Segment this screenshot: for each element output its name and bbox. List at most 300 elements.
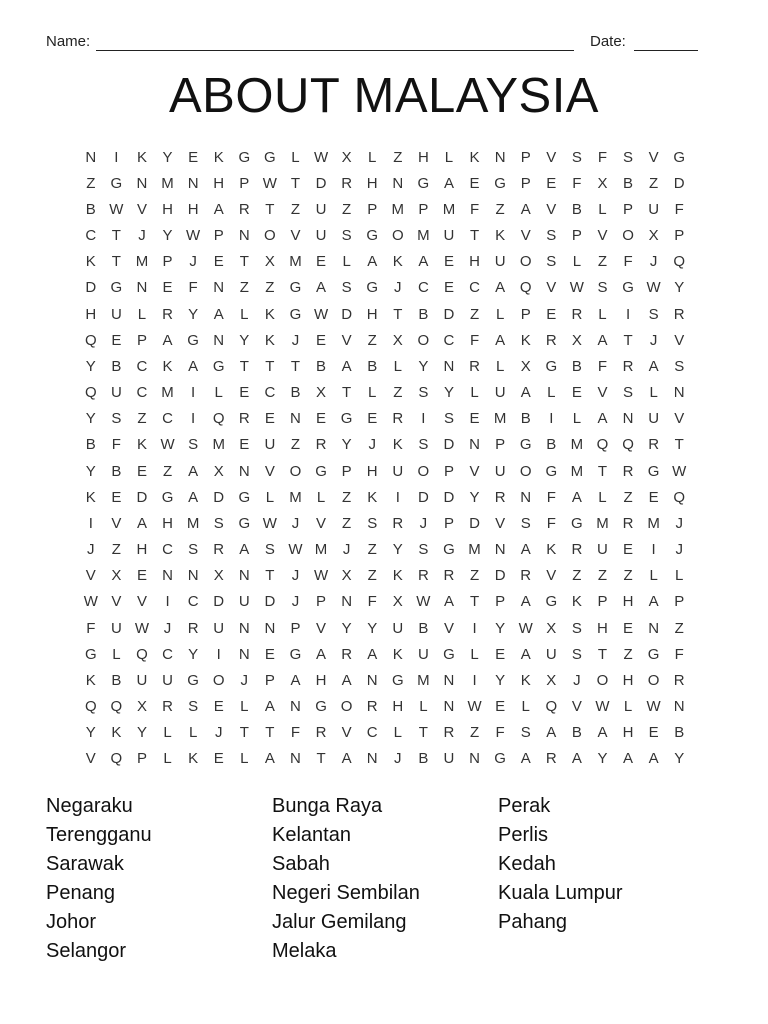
grid-letter: G (443, 645, 455, 663)
grid-letter: S (188, 436, 199, 454)
grid-letter: P (623, 200, 634, 218)
grid-letter: G (366, 279, 379, 297)
word-list-column-2 (272, 792, 492, 966)
grid-letter: X (392, 331, 403, 349)
grid-letter: W (672, 462, 687, 480)
grid-letter: Z (137, 410, 147, 428)
grid-letter: U (443, 227, 455, 245)
grid-letter: S (648, 305, 659, 323)
grid-letter: I (472, 619, 477, 637)
grid-letter: F (111, 436, 121, 454)
grid-letter: G (212, 357, 225, 375)
grid-letter: C (187, 593, 199, 611)
grid-letter: R (187, 619, 199, 637)
grid-letter: A (264, 698, 275, 716)
grid-letter: S (623, 384, 634, 402)
grid-letter: S (571, 645, 582, 663)
grid-letter: N (136, 174, 148, 192)
grid-letter: E (495, 645, 506, 663)
grid-letter: W (109, 200, 124, 218)
grid-letter: N (238, 462, 250, 480)
grid-letter: R (520, 567, 532, 585)
grid-letter: P (136, 750, 147, 768)
grid-letter: V (341, 724, 352, 742)
grid-letter: S (213, 514, 224, 532)
name-date-line (46, 33, 706, 55)
grid-letter: V (546, 200, 557, 218)
grid-letter: P (341, 462, 352, 480)
grid-letter: N (443, 671, 455, 689)
grid-letter: Y (341, 619, 352, 637)
grid-letter: H (366, 462, 378, 480)
grid-letter: J (573, 671, 581, 689)
grid-letter: Y (162, 148, 173, 166)
grid-letter: Q (136, 645, 148, 663)
grid-letter: R (417, 567, 429, 585)
grid-letter: V (648, 148, 659, 166)
word-list-column-3 (498, 792, 718, 937)
grid-letter: K (392, 645, 403, 663)
grid-letter: X (597, 174, 608, 192)
grid-letter: S (341, 227, 352, 245)
grid-letter: I (421, 410, 426, 428)
grid-letter: G (443, 541, 455, 559)
grid-letter: Y (85, 462, 96, 480)
grid-letter: W (313, 148, 329, 166)
name-blank (96, 50, 574, 51)
grid-letter: J (675, 514, 683, 532)
grid-letter: Y (188, 645, 199, 663)
grid-letter: H (136, 541, 148, 559)
grid-letter: P (213, 227, 224, 245)
word-list-item: Terengganu (46, 824, 152, 846)
grid-letter: A (520, 645, 531, 663)
grid-letter: Y (392, 541, 403, 559)
grid-letter: S (520, 514, 531, 532)
grid-letter: X (546, 671, 557, 689)
grid-letter: Y (495, 671, 506, 689)
word-list-item: Pahang (498, 911, 567, 933)
grid-letter: Z (342, 200, 352, 218)
word-list-item: Melaka (272, 940, 337, 962)
grid-letter: Q (110, 750, 123, 768)
grid-letter: R (469, 357, 480, 375)
grid-letter: Z (393, 148, 403, 166)
grid-letter: B (674, 724, 685, 742)
grid-letter: B (316, 357, 327, 375)
grid-letter: U (443, 750, 455, 768)
grid-letter: H (597, 619, 608, 637)
grid-letter: X (520, 357, 531, 375)
grid-letter: B (520, 410, 531, 428)
grid-letter: A (316, 279, 327, 297)
grid-letter: Q (519, 279, 532, 297)
grid-letter: Z (597, 253, 608, 271)
grid-letter: S (597, 279, 608, 297)
grid-letter: M (468, 541, 481, 559)
grid-letter: F (597, 148, 608, 166)
grid-letter: C (162, 410, 173, 428)
grid-letter: B (418, 619, 429, 637)
grid-letter: K (469, 148, 480, 166)
grid-letter: D (673, 174, 685, 192)
grid-letter: Z (572, 567, 582, 585)
grid-letter: L (137, 305, 147, 323)
grid-letter: U (597, 541, 608, 559)
grid-letter: A (520, 750, 531, 768)
grid-letter: H (85, 305, 97, 323)
grid-letter: K (136, 148, 147, 166)
grid-letter: N (213, 331, 225, 349)
grid-letter: F (290, 724, 301, 742)
grid-letter: C (469, 279, 480, 297)
grid-letter: H (417, 148, 429, 166)
grid-letter: A (443, 174, 454, 192)
grid-letter: U (315, 200, 327, 218)
grid-letter: B (85, 436, 96, 454)
grid-letter: V (85, 567, 96, 585)
grid-letter: S (188, 698, 199, 716)
grid-letter: Z (469, 567, 480, 585)
grid-letter: Y (674, 279, 685, 297)
grid-letter: M (493, 410, 507, 428)
grid-letter: N (494, 541, 506, 559)
grid-letter: Y (136, 724, 147, 742)
grid-letter: V (597, 227, 608, 245)
grid-letter: U (110, 305, 122, 323)
grid-letter: W (595, 698, 610, 716)
grid-letter: P (239, 174, 250, 192)
grid-letter: H (187, 200, 199, 218)
grid-letter: A (239, 541, 250, 559)
grid-letter: Z (623, 488, 633, 506)
grid-letter: N (469, 436, 480, 454)
grid-letter: X (316, 384, 327, 402)
grid-letter: R (673, 305, 685, 323)
grid-letter: A (546, 724, 557, 742)
grid-letter: N (494, 148, 506, 166)
grid-letter: J (291, 567, 300, 585)
grid-letter: B (111, 671, 122, 689)
grid-letter: U (162, 671, 173, 689)
grid-letter: P (418, 200, 429, 218)
grid-letter: N (673, 384, 685, 402)
grid-letter: F (495, 724, 505, 742)
grid-letter: K (264, 305, 275, 323)
grid-letter: G (289, 645, 302, 663)
grid-letter: E (495, 698, 506, 716)
grid-letter: M (186, 514, 200, 532)
grid-letter: S (418, 436, 429, 454)
grid-letter: L (214, 384, 223, 402)
grid-letter: T (265, 567, 275, 585)
grid-letter: M (417, 227, 430, 245)
grid-letter: A (316, 645, 327, 663)
grid-letter: B (367, 357, 378, 375)
grid-letter: A (341, 750, 352, 768)
grid-letter: E (136, 567, 147, 585)
word-list-item: Negeri Sembilan (272, 882, 420, 904)
grid-letter: V (136, 200, 147, 218)
grid-letter: B (418, 750, 429, 768)
grid-letter: G (494, 750, 506, 768)
grid-letter: R (162, 305, 173, 323)
grid-letter: Q (110, 698, 123, 716)
grid-letter: F (86, 619, 96, 637)
grid-letter: Z (342, 514, 352, 532)
grid-letter: C (417, 279, 429, 297)
grid-letter: H (162, 200, 173, 218)
grid-letter: R (443, 724, 455, 742)
grid-letter: W (646, 279, 661, 297)
grid-letter: K (85, 253, 96, 271)
grid-letter: V (111, 593, 122, 611)
grid-letter: A (597, 724, 608, 742)
grid-letter: S (571, 148, 582, 166)
grid-letter: G (264, 148, 276, 166)
grid-letter: J (394, 279, 402, 297)
grid-letter: J (368, 436, 376, 454)
grid-letter: D (443, 436, 455, 454)
grid-letter: S (367, 514, 378, 532)
grid-letter: K (162, 357, 173, 375)
grid-letter: A (290, 671, 301, 689)
grid-letter: U (110, 619, 122, 637)
grid-letter: D (494, 567, 506, 585)
grid-letter: M (570, 436, 584, 454)
grid-letter: Y (239, 331, 250, 349)
grid-letter: O (519, 462, 532, 480)
grid-letter: B (418, 305, 429, 323)
grid-letter: G (238, 514, 251, 532)
grid-letter: O (264, 227, 276, 245)
grid-letter: R (443, 567, 455, 585)
grid-letter: C (443, 331, 455, 349)
grid-letter: A (136, 514, 147, 532)
grid-letter: A (648, 593, 659, 611)
grid-letter: U (315, 227, 327, 245)
grid-letter: W (186, 227, 201, 245)
grid-letter: G (289, 279, 302, 297)
word-list-item: Kelantan (272, 824, 351, 846)
grid-letter: R (571, 541, 583, 559)
grid-letter: G (622, 279, 634, 297)
grid-letter: U (545, 645, 557, 663)
grid-letter: G (673, 148, 686, 166)
grid-letter: J (394, 750, 402, 768)
grid-letter: M (417, 671, 430, 689)
grid-letter: I (549, 410, 554, 428)
word-list-item: Sarawak (46, 853, 124, 875)
grid-letter: V (443, 619, 454, 637)
grid-letter: A (571, 750, 582, 768)
grid-letter: K (520, 671, 531, 689)
grid-letter: L (393, 357, 402, 375)
grid-letter: G (238, 148, 251, 166)
grid-letter: A (264, 750, 275, 768)
grid-letter: S (188, 541, 199, 559)
grid-letter: R (622, 462, 634, 480)
grid-letter: E (111, 488, 122, 506)
grid-letter: E (648, 724, 659, 742)
grid-letter: R (392, 410, 404, 428)
grid-letter: P (495, 436, 506, 454)
grid-letter: B (546, 436, 557, 454)
grid-letter: G (161, 488, 174, 506)
grid-letter: J (189, 253, 197, 271)
name-label: Name: (46, 33, 91, 50)
grid-letter: I (625, 305, 631, 323)
grid-letter: W (262, 514, 277, 532)
grid-letter: K (392, 253, 403, 271)
grid-letter: S (623, 148, 634, 166)
word-search-grid (78, 144, 692, 772)
grid-letter: E (316, 410, 327, 428)
grid-letter: A (520, 593, 531, 611)
grid-letter: D (85, 279, 97, 297)
grid-letter: Q (212, 410, 225, 428)
grid-letter: B (571, 357, 582, 375)
grid-letter: T (418, 724, 428, 742)
grid-letter: A (188, 462, 199, 480)
grid-letter: H (622, 593, 634, 611)
grid-letter: B (571, 724, 582, 742)
grid-letter: N (622, 410, 634, 428)
grid-letter: A (188, 488, 199, 506)
grid-letter: Q (622, 436, 634, 454)
grid-letter: O (622, 227, 634, 245)
date-label: Date: (590, 33, 626, 50)
grid-letter: V (264, 462, 275, 480)
grid-letter: L (598, 305, 607, 323)
grid-letter: P (367, 200, 378, 218)
grid-letter: Q (673, 488, 686, 506)
grid-letter: N (238, 567, 250, 585)
grid-letter: C (85, 227, 97, 245)
grid-letter: Y (85, 357, 96, 375)
word-list-item: Jalur Gemilang (272, 911, 407, 933)
grid-letter: S (443, 410, 454, 428)
grid-letter: U (238, 593, 250, 611)
grid-letter: G (519, 436, 532, 454)
grid-letter: X (571, 331, 582, 349)
grid-letter: P (520, 148, 531, 166)
grid-letter: G (238, 488, 251, 506)
grid-letter: Z (495, 200, 505, 218)
grid-letter: U (417, 645, 429, 663)
grid-letter: I (191, 410, 196, 428)
grid-letter: L (572, 410, 582, 428)
grid-letter: N (443, 698, 455, 716)
grid-letter: E (623, 619, 634, 637)
grid-letter: R (238, 410, 250, 428)
grid-letter: M (135, 253, 149, 271)
grid-letter: E (469, 410, 480, 428)
grid-letter: X (341, 148, 352, 166)
grid-letter: E (469, 174, 480, 192)
grid-letter: K (520, 331, 531, 349)
grid-letter: L (598, 488, 607, 506)
word-list-item: Selangor (46, 940, 127, 962)
grid-letter: E (648, 488, 659, 506)
grid-letter: F (597, 357, 608, 375)
grid-letter: T (597, 645, 608, 663)
grid-letter: E (316, 331, 327, 349)
grid-letter: E (111, 331, 122, 349)
grid-letter: L (444, 148, 454, 166)
grid-letter: J (291, 514, 300, 532)
grid-letter: C (136, 384, 148, 402)
grid-letter: L (598, 200, 607, 218)
grid-letter: L (547, 384, 556, 402)
grid-letter: O (596, 671, 609, 689)
grid-letter: A (495, 279, 506, 297)
grid-letter: P (443, 462, 454, 480)
grid-letter: B (111, 462, 122, 480)
grid-letter: J (291, 331, 300, 349)
grid-letter: M (212, 436, 225, 454)
grid-letter: L (368, 148, 377, 166)
grid-letter: B (623, 174, 634, 192)
grid-letter: F (188, 279, 198, 297)
grid-letter: A (213, 200, 224, 218)
grid-letter: N (648, 619, 660, 637)
grid-letter: E (546, 305, 557, 323)
grid-letter: V (85, 750, 96, 768)
grid-letter: Z (649, 174, 659, 192)
grid-letter: E (213, 750, 224, 768)
grid-letter: J (342, 541, 351, 559)
grid-letter: V (136, 593, 147, 611)
grid-letter: O (417, 331, 430, 349)
grid-letter: Q (596, 436, 609, 454)
grid-letter: E (546, 174, 557, 192)
grid-letter: F (367, 593, 377, 611)
grid-letter: E (264, 410, 275, 428)
grid-letter: C (162, 541, 173, 559)
grid-letter: A (162, 331, 173, 349)
grid-letter: E (239, 384, 250, 402)
grid-letter: P (520, 305, 531, 323)
grid-letter: A (188, 357, 199, 375)
grid-letter: T (597, 462, 608, 480)
grid-letter: G (340, 410, 353, 428)
grid-letter: H (622, 671, 634, 689)
grid-letter: G (571, 514, 583, 532)
grid-letter: E (213, 698, 224, 716)
word-list-item: Johor (46, 911, 97, 933)
grid-letter: Z (111, 541, 121, 559)
grid-letter: N (290, 698, 301, 716)
grid-letter: T (265, 357, 275, 375)
grid-letter: H (366, 174, 378, 192)
grid-letter: D (341, 305, 353, 323)
grid-letter: U (648, 410, 660, 428)
grid-letter: T (265, 724, 275, 742)
grid-letter: L (265, 488, 275, 506)
grid-letter: Z (290, 200, 301, 218)
grid-letter: X (392, 593, 403, 611)
grid-letter: E (316, 253, 327, 271)
grid-letter: T (623, 331, 633, 349)
grid-letter: N (469, 750, 480, 768)
grid-letter: N (238, 645, 250, 663)
grid-letter: W (313, 567, 329, 585)
grid-letter: A (213, 305, 224, 323)
grid-letter: C (162, 645, 173, 663)
grid-letter: K (85, 671, 96, 689)
grid-letter: J (138, 227, 146, 245)
